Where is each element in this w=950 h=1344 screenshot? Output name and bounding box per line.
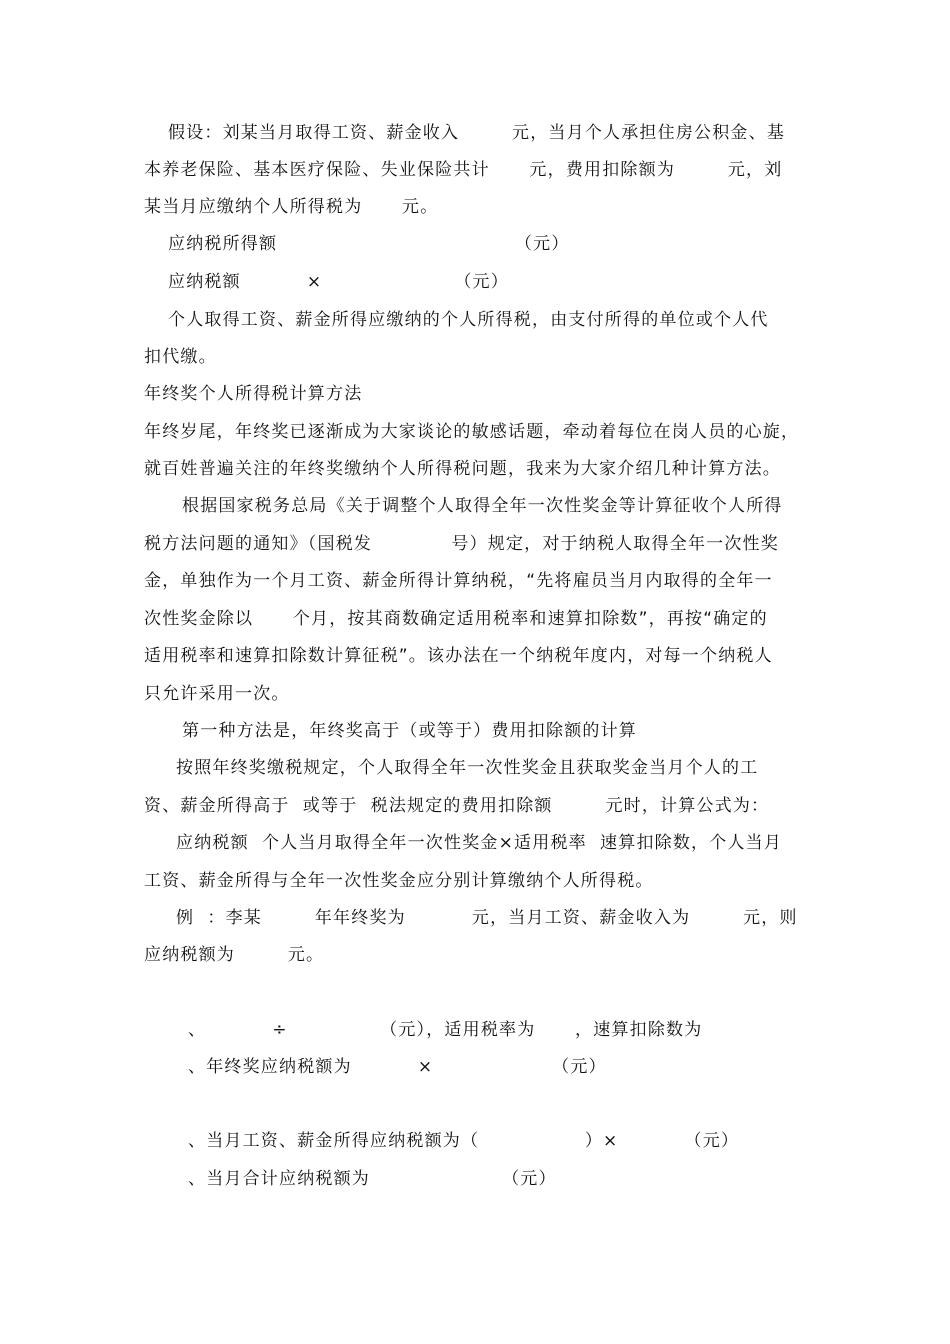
text-line: 按照年终奖缴税规定，个人取得全年一次性奖金且获取奖金当月个人的工 [176,758,759,778]
text-line: 只允许采用一次。 [144,684,290,704]
text-line: 扣代缴。 [144,347,217,367]
text-line: 就百姓普遍关注的年终奖缴纳个人所得税问题，我来为大家介绍几种计算方法。 [144,459,781,479]
text-line: 、 ÷ （元），适用税率为 ，速算扣除数为 [188,1020,703,1040]
text-line: 金，单独作为一个月工资、薪金所得计算纳税，“先将雇员当月内取得的全年一 [144,571,773,591]
section-heading: 年终奖个人所得税计算方法 [144,384,363,404]
text-line: 应纳税额 个人当月取得全年一次性奖金×适用税率 速算扣除数，个人当月 [176,833,783,853]
text-line: 本养老保险、基本医疗保险、失业保险共计 元，费用扣除额为 元，刘 [144,160,783,180]
text-line: 例 ：李某 年年终奖为 元，当月工资、薪金收入为 元，则 [176,908,798,928]
text-line: 适用税率和速算扣除数计算征税”。该办法在一个纳税年度内，对每一个纳税人 [144,646,773,666]
text-line: 税方法问题的通知》（国税发 号）规定，对于纳税人取得全年一次性奖 [144,534,779,554]
text-line: 、当月工资、薪金所得应纳税额为（ ）× （元） [188,1131,740,1151]
text-line: 个人取得工资、薪金所得应缴纳的个人所得税，由支付所得的单位或个人代 [168,310,769,330]
text-line: 、年终奖应纳税额为 × （元） [188,1057,607,1077]
text-line: 假设：刘某当月取得工资、薪金收入 元，当月个人承担住房公积金、基 [168,123,786,143]
text-line: 第一种方法是，年终奖高于（或等于）费用扣除额的计算 [182,721,637,741]
text-line: 工资、薪金所得与全年一次性奖金应分别计算缴纳个人所得税。 [144,871,654,891]
text-line: 次性奖金除以 个月，按其商数确定适用税率和速算扣除数”，再按“确定的 [144,609,768,629]
text-line: 资、薪金所得高于 或等于 税法规定的费用扣除额 元时，计算公式为： [144,796,770,816]
text-line: 某当月应缴纳个人所得税为 元。 [144,197,439,217]
text-line: 应纳税额为 元。 [144,945,325,965]
text-line: 年终岁尾，年终奖已逐渐成为大家谈论的敏感话题，牵动着每位在岗人员的心旋， [144,422,800,442]
text-line: 应纳税额 × （元） [168,272,509,292]
text-line: 、当月合计应纳税额为 （元） [188,1169,557,1189]
text-line: 根据国家税务总局《关于调整个人取得全年一次性奖金等计算征收个人所得 [182,496,783,516]
text-line: 应纳税所得额 （元） [168,234,570,254]
